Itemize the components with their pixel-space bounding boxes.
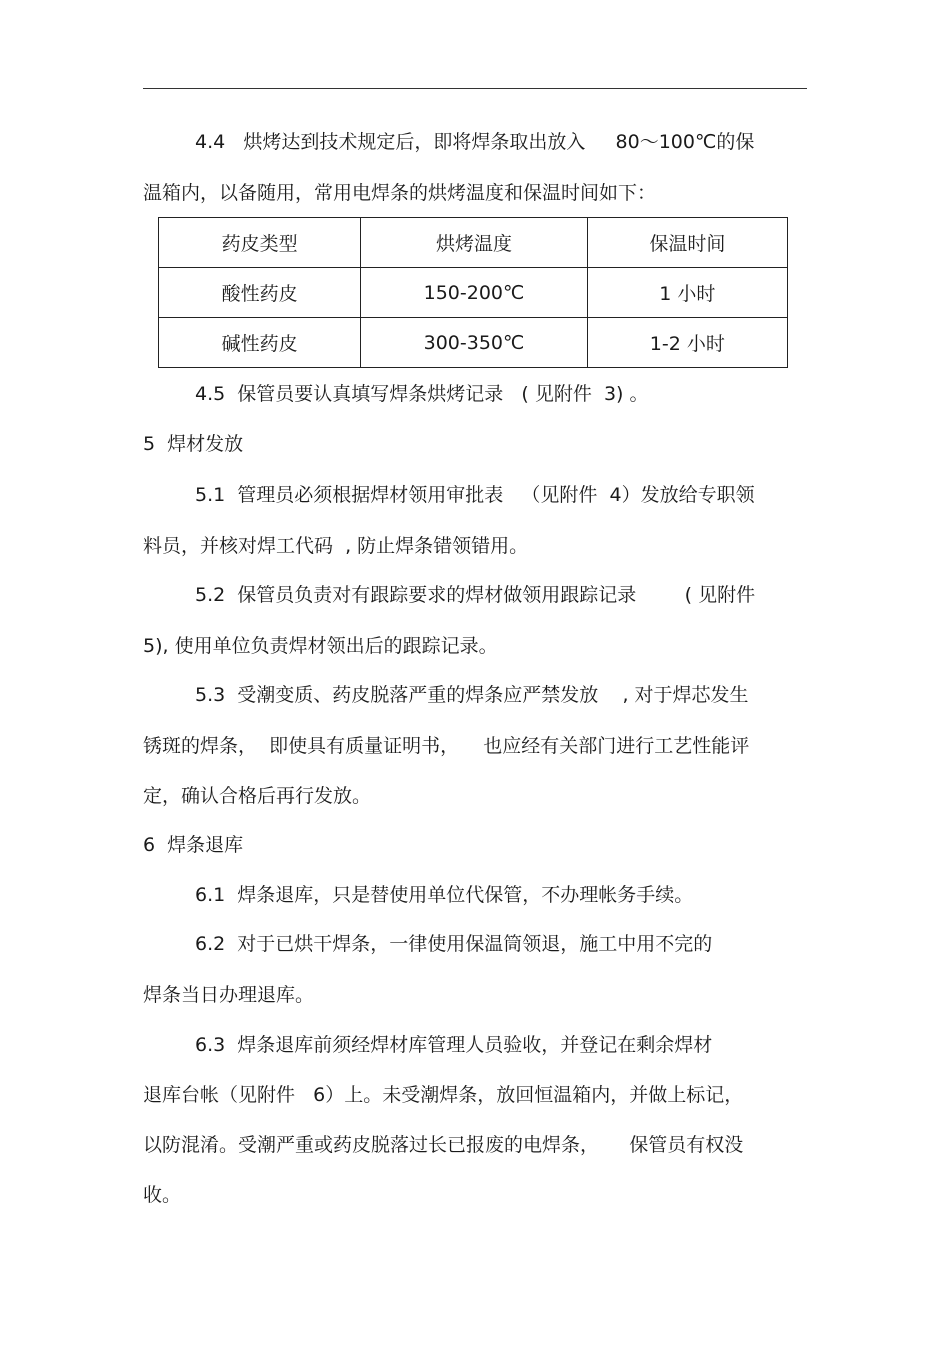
table-cell: 1 小时 — [587, 268, 787, 318]
paragraph-6-3-line-3: 以防混淆。受潮严重或药皮脱落过长已报废的电焊条， 保管员有权没 — [143, 1134, 744, 1156]
paragraph-5-2-line-1: 5.2 保管员负责对有跟踪要求的焊材做领用跟踪记录 ( 见附件 — [195, 584, 756, 606]
paragraph-6-3-line-1: 6.3 焊条退库前须经焊材库管理人员验收，并登记在剩余焊材 — [195, 1034, 713, 1056]
header-rule — [143, 88, 807, 89]
table-cell: 1-2 小时 — [587, 318, 787, 368]
paragraph-6-1: 6.1 焊条退库，只是替使用单位代保管，不办理帐务手续。 — [195, 884, 694, 906]
table-cell: 300-350℃ — [361, 318, 587, 368]
table-cell: 150-200℃ — [361, 268, 587, 318]
paragraph-4-5: 4.5 保管员要认真填写焊条烘烤记录 ( 见附件 3) 。 — [195, 383, 649, 405]
paragraph-5-2-line-2: 5), 使用单位负责焊材领出后的跟踪记录。 — [143, 635, 498, 657]
table-cell: 碱性药皮 — [159, 318, 361, 368]
section-5-heading: 5 焊材发放 — [143, 433, 244, 455]
paragraph-4-4-line-2: 温箱内，以备随用，常用电焊条的烘烤温度和保温时间如下： — [143, 182, 657, 204]
paragraph-6-2-line-2: 焊条当日办理退库。 — [143, 984, 315, 1006]
baking-spec-table — [158, 217, 788, 368]
table-header-row — [159, 218, 788, 268]
section-6-heading: 6 焊条退库 — [143, 834, 244, 856]
paragraph-5-3-line-3: 定，确认合格后再行发放。 — [143, 785, 372, 807]
paragraph-6-3-line-4: 收。 — [143, 1184, 182, 1206]
table-row — [159, 318, 788, 368]
paragraph-5-1-line-1: 5.1 管理员必须根据焊材领用审批表 （见附件 4）发放给专职领 — [195, 484, 755, 506]
paragraph-5-1-line-2: 料员，并核对焊工代码 , 防止焊条错领错用。 — [143, 535, 529, 557]
table-header-cell: 烘烤温度 — [361, 218, 587, 268]
paragraph-6-2-line-1: 6.2 对于已烘干焊条，一律使用保温筒领退，施工中用不完的 — [195, 933, 713, 955]
paragraph-5-3-line-1: 5.3 受潮变质、药皮脱落严重的焊条应严禁发放 , 对于焊芯发生 — [195, 684, 749, 706]
paragraph-5-3-line-2: 锈斑的焊条， 即使具有质量证明书， 也应经有关部门进行工艺性能评 — [143, 735, 750, 757]
paragraph-6-3-line-2: 退库台帐（见附件 6）上。未受潮焊条，放回恒温箱内，并做上标记， — [143, 1084, 744, 1106]
table-header-cell: 保温时间 — [587, 218, 787, 268]
table-cell: 酸性药皮 — [159, 268, 361, 318]
paragraph-4-4-line-1: 4.4 烘烤达到技术规定后，即将焊条取出放入 80～100℃的保 — [195, 131, 755, 153]
table-header-cell: 药皮类型 — [159, 218, 361, 268]
table-row — [159, 268, 788, 318]
